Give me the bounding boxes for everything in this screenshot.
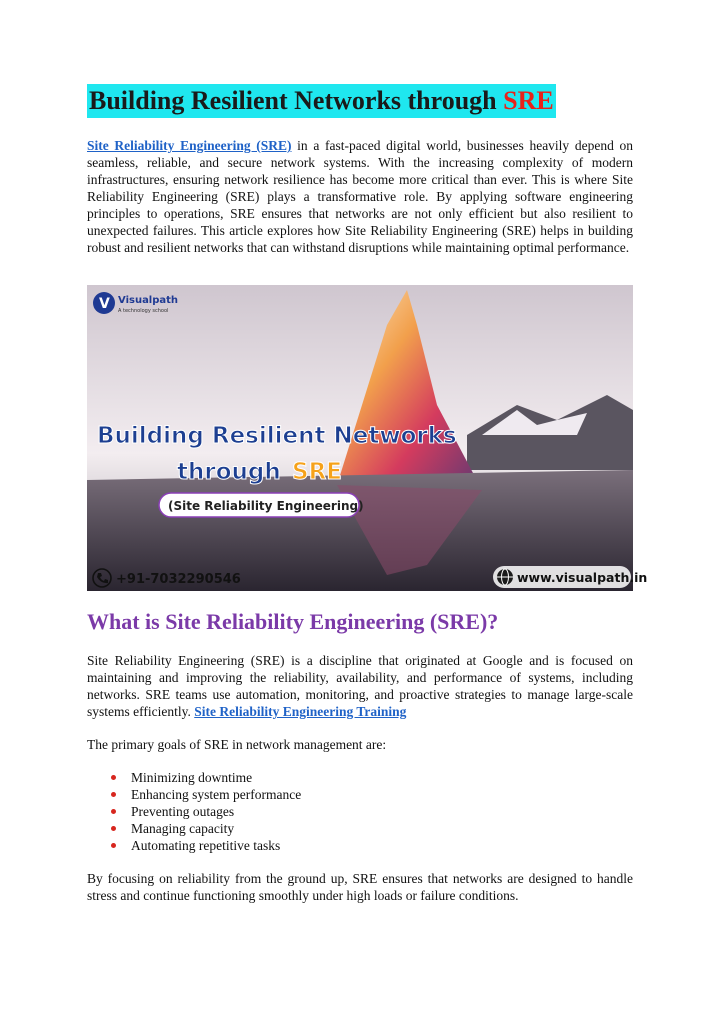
- sre-definition-text: Site Reliability Engineering (SRE) is a discipline that originated at Google and is focused on maintaining and improving the reliability, availability, and performance of systems, including networks. SRE teams use automation, monitoring, and proactive strategies to manage large-scale systems efficiently.: [87, 653, 633, 719]
- hero-subtitle: (Site Reliability Engineering): [168, 499, 364, 513]
- website-url: www.visualpath.in: [517, 570, 648, 585]
- sre-training-link[interactable]: Site Reliability Engineering Training: [194, 704, 407, 719]
- hero-headline-line1: Building Resilient Networks: [97, 423, 457, 449]
- list-item: [87, 769, 301, 786]
- goal-text: Enhancing system performance: [131, 787, 302, 802]
- bullet-icon: [111, 792, 116, 797]
- hero-banner-image: [87, 285, 648, 591]
- goal-text: Automating repetitive tasks: [131, 838, 281, 853]
- closing-paragraph: By focusing on reliability from the ground up, SRE ensures that networks are designed to handle stress and continue functioning smoothly under high loads or failure conditions.: [87, 871, 633, 903]
- hero-headline-line2-accent: SRE: [292, 459, 342, 485]
- sre-link[interactable]: Site Reliability Engineering (SRE): [87, 138, 292, 153]
- goal-text: Minimizing downtime: [131, 770, 253, 785]
- bullet-icon: [111, 809, 116, 814]
- list-item: [87, 820, 301, 837]
- page-title-accent: SRE: [503, 86, 554, 115]
- phone-number: +91-7032290546: [116, 572, 241, 587]
- sre-definition-paragraph: [87, 652, 633, 720]
- goals-list: [87, 769, 301, 854]
- globe-icon: [497, 569, 513, 585]
- intro-text: in a fast-paced digital world, businesses heavily depend on seamless, reliable, and secure network systems. With the increasing complexity of modern infrastructures, ensuring network resilience has become more critical than ever. This is where Site Reliability Engineering (SRE) plays a transformative role. By applying software engineering principles to operations, SRE ensures that networks are not only efficient but also resilient to unexpected failures. This article explores how Site Reliability Engineering (SRE) helps in building robust and resilient networks that can withstand disruptions while maintaining optimal performance.: [87, 138, 633, 255]
- goals-intro: The primary goals of SRE in network management are:: [87, 737, 387, 752]
- page-title: [87, 84, 556, 118]
- brand-name: Visualpath: [118, 295, 179, 306]
- visualpath-logo: [93, 292, 115, 314]
- hero-illustration: [87, 285, 648, 591]
- bullet-icon: [111, 843, 116, 848]
- bullet-icon: [111, 826, 116, 831]
- section-heading: What is Site Reliability Engineering (SRE)?: [87, 609, 499, 634]
- list-item: [87, 786, 301, 803]
- hero-headline-line2-prefix: through: [177, 459, 281, 485]
- intro-paragraph: [87, 137, 633, 256]
- page-title-main: Building Resilient Networks through: [89, 86, 497, 115]
- goal-text: Managing capacity: [131, 821, 235, 836]
- list-item: [87, 803, 301, 820]
- brand-tagline: A technology school: [118, 308, 169, 314]
- goal-text: Preventing outages: [131, 804, 235, 819]
- list-item: [87, 837, 301, 854]
- bullet-icon: [111, 775, 116, 780]
- svg-text:V: V: [99, 296, 110, 312]
